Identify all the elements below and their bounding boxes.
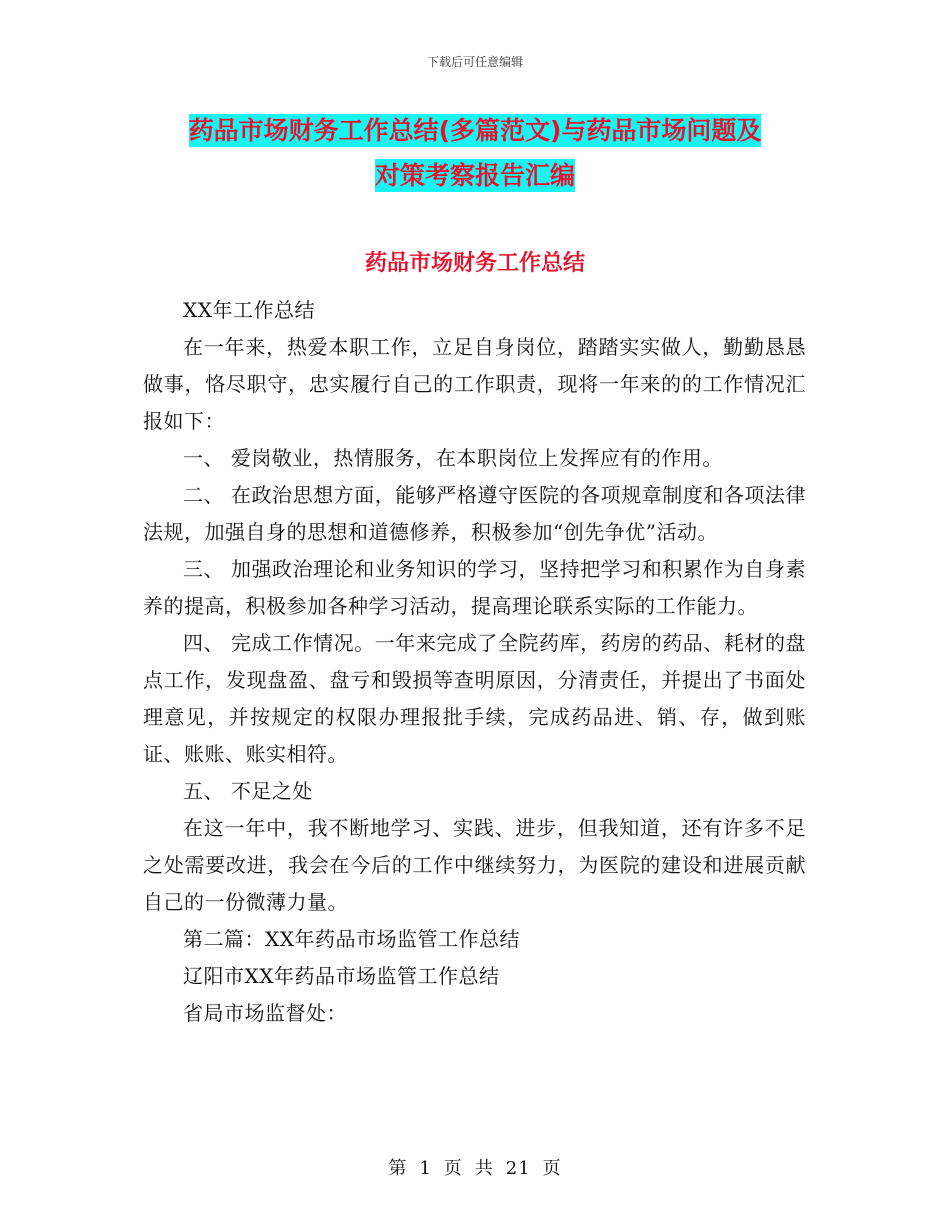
paragraph: 辽阳市XX年药品市场监管工作总结 [183,964,500,988]
footer-label-unit-2: 页 [542,1158,562,1179]
paragraph: 三、 加强政治理论和业务知识的学习，坚持把学习和积累作为自身素养的提高，积极参加各种学习活动，提高理论联系实际的工作能力。 [143,557,806,618]
section-title: 药品市场财务工作总结 [364,251,585,276]
paragraph: 在这一年中，我不断地学习、实践、进步，但我知道，还有许多不足之处需要改进，我会在今后的工作中继续努力，为医院的建设和进展贡献自己的一份微薄力量。 [143,816,806,914]
paragraph: 四、 完成工作情况。一年来完成了全院药库，药房的药品、耗材的盘点工作，发现盘盈、盘亏和毁损等查明原因，分清责任，并提出了书面处理意见，并按规定的权限办理报批手续，完成药品进、销、存，做到账证、账账、账实相符。 [143,631,806,766]
paragraph: XX年工作总结 [183,298,315,322]
footer-label-total: 共 [474,1158,494,1179]
footer-label-unit: 页 [443,1158,463,1179]
paragraph: 省局市场监督处： [183,1001,347,1025]
paragraph: 五、 不足之处 [183,779,313,803]
footer-page-current: 1 [419,1158,432,1179]
paragraph: 一、 爱岗敬业，热情服务，在本职岗位上发挥应有的作用。 [183,446,723,470]
title-line-2: 对策考察报告汇编 [374,161,575,190]
footer-label-page: 第 [388,1158,408,1179]
header-note: 下载后可任意编辑 [426,55,523,69]
paragraph: 二、 在政治思想方面，能够严格遵守医院的各项规章制度和各项法律法规，加强自身的思想和道德修养，积极参加“创先争优”活动。 [143,483,806,544]
document-title [140,108,810,198]
paragraph: 第二篇：XX年药品市场监管工作总结 [183,927,520,951]
paragraph: 在一年来，热爱本职工作，立足自身岗位，踏踏实实做人，勤勤恳恳做事，恪尽职守，忠实履行自己的工作职责，现将一年来的的工作情况汇报如下： [143,335,806,433]
page-footer [0,1154,950,1180]
title-line-1: 药品市场财务工作总结(多篇范文)与药品市场问题及 [188,116,762,145]
body-text [143,292,806,1032]
footer-page-total: 21 [505,1158,531,1179]
